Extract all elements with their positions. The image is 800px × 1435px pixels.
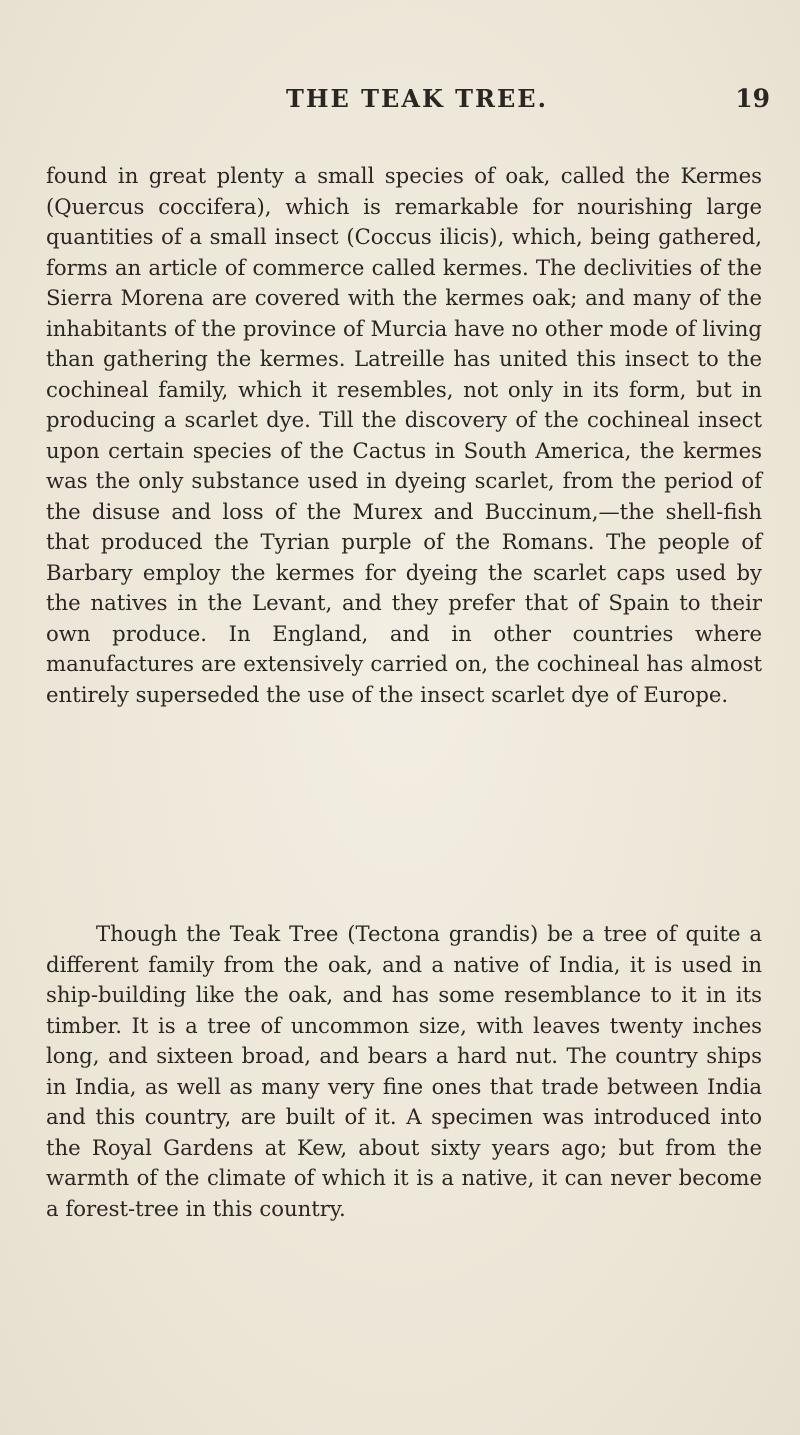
paragraph-teak-tree: Though the Teak Tree (Tectona grandis) be a tree of quite a different family from the oak, and a native of India, it is used in ship-building like the oak, and has some resemblance to it in its timber. It is a tree of uncommon size, with leaves twenty inches long, and sixteen broad, and bears a hard nut. The country ships in India, as well as many very fine ones that trade between India and this country, are built of it. A specimen was introduced into the Royal Gardens at Kew, about sixty years ago; but from the warmth of the climate of which it is a native, it can never become a forest-tree in this country. (46, 921, 762, 1221)
running-title: THE TEAK TREE. (286, 84, 548, 113)
paragraph-kermes: found in great plenty a small species of oak, called the Kermes (Quercus coccifera), which is remarkable for nourishing large quantities of a small insect (Coccus ilicis), which, being gathered, forms an article of commerce called kermes. The declivities of the Sierra Morena are covered with the kermes oak; and many of the inhabitants of the province of Murcia have no other mode of living than gathering the kermes. Latreille has united this insect to the cochineal family, which it resembles, not only in its form, but in producing a scarlet dye. Till the discovery of the cochineal insect upon certain species of the Cactus in South America, the kermes was the only substance used in dyeing scarlet, from the period of the disuse and loss of the Murex and Buccinum,—the shell-fish that produced the Tyrian purple of the Romans. The people of Barbary employ the kermes for dyeing the scarlet caps used by the natives in the Levant, and they prefer that of Spain to their own produce. In England, and in other countries where manufactures are extensively carried on, the cochineal has almost entirely superseded the use of the insect scarlet dye of Europe. (46, 163, 762, 707)
running-header (270, 84, 770, 124)
page-number: 19 (735, 84, 770, 113)
